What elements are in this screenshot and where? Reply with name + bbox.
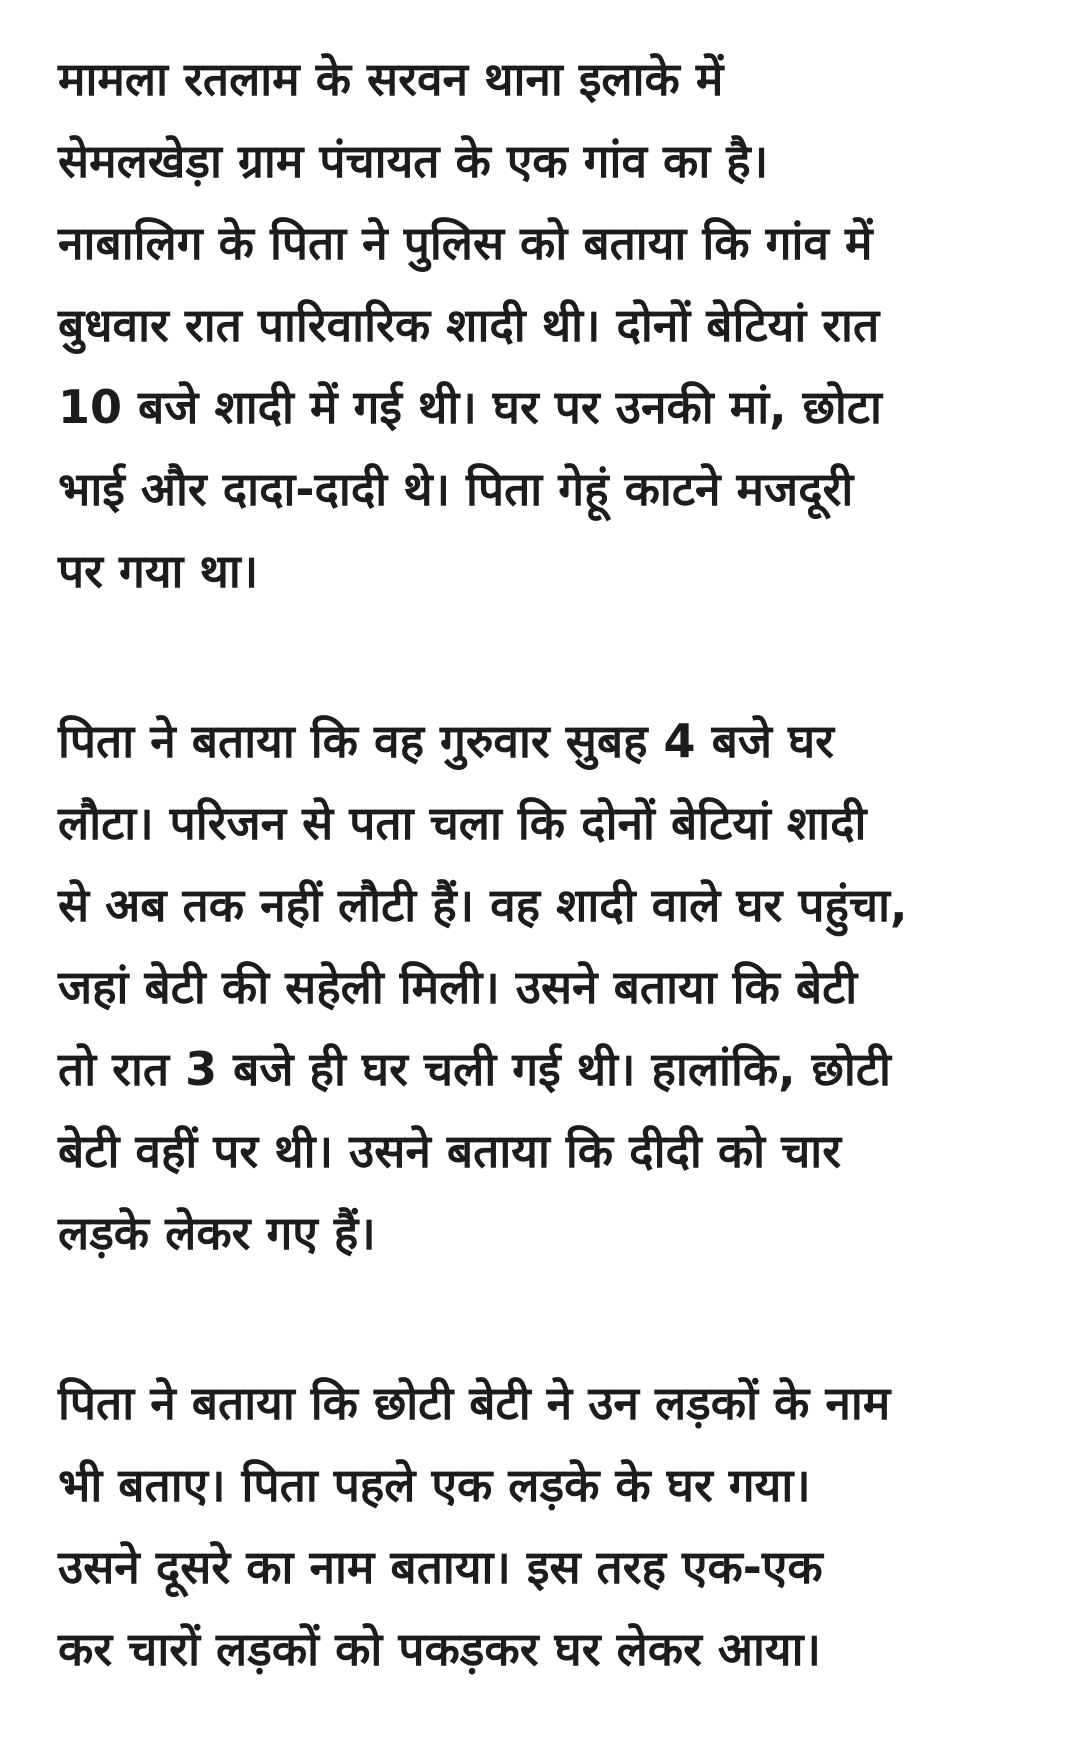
text-line: पिता ने बताया कि वह गुरुवार सुबह 4 बजे घर	[58, 714, 834, 768]
text-line: सेमलखेड़ा ग्राम पंचायत के एक गांव का है।	[58, 134, 769, 188]
text-line: तो रात 3 बजे ही घर चली गई थी। हालांकि, छोटी	[58, 1042, 891, 1096]
text-line: पिता ने बताया कि छोटी बेटी ने उन लड़कों के नाम	[58, 1376, 891, 1430]
text-line: भाई और दादा-दादी थे। पिता गेहूं काटने मजदूरी	[58, 462, 854, 516]
text-line: लौटा। परिजन से पता चला कि दोनों बेटियां शादी	[58, 796, 867, 850]
text-line: बेटी वहीं पर थी। उसने बताया कि दीदी को चार	[58, 1124, 842, 1178]
text-line: 10 बजे शादी में गई थी। घर पर उनकी मां, छोटा	[58, 380, 882, 434]
article-body	[58, 38, 1038, 1690]
text-line: से अब तक नहीं लौटी हैं। वह शादी वाले घर पहुंचा,	[58, 878, 908, 932]
text-line: लड़के लेकर गए हैं।	[58, 1206, 376, 1260]
text-line: मामला रतलाम के सरवन थाना इलाके में	[58, 52, 724, 106]
text-line: पर गया था।	[58, 544, 259, 598]
paragraph-3	[58, 1362, 1038, 1690]
paragraph-1	[58, 38, 1038, 612]
text-line: कर चारों लड़कों को पकड़कर घर लेकर आया।	[58, 1622, 821, 1676]
text-line: भी बताए। पिता पहले एक लड़के के घर गया।	[58, 1458, 811, 1512]
text-line: उसने दूसरे का नाम बताया। इस तरह एक-एक	[58, 1540, 823, 1594]
paragraph-2	[58, 700, 1038, 1274]
text-line: नाबालिग के पिता ने पुलिस को बताया कि गांव में	[58, 216, 873, 270]
text-line: जहां बेटी की सहेली मिली। उसने बताया कि बेटी	[58, 960, 858, 1014]
text-line: बुधवार रात पारिवारिक शादी थी। दोनों बेटियां रात	[58, 298, 880, 352]
